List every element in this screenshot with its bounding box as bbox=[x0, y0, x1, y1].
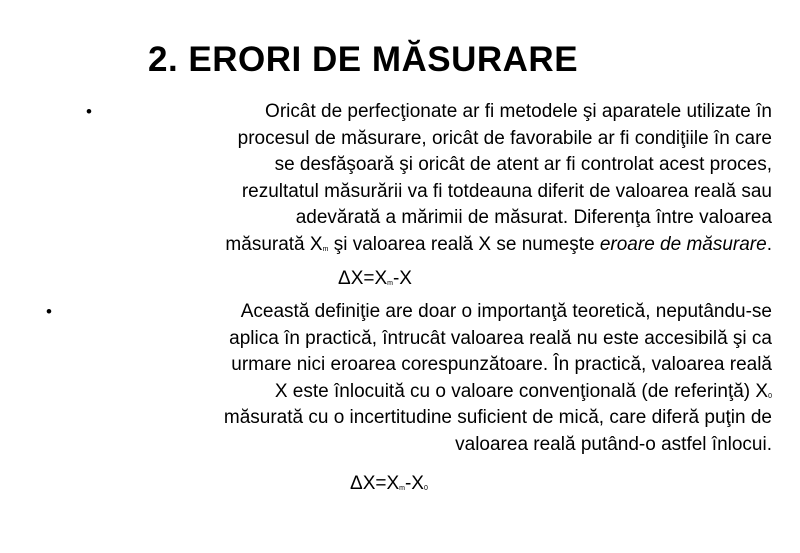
slide-title: 2. ERORI DE MĂSURARE bbox=[148, 40, 579, 79]
paragraph-line bbox=[60, 232, 772, 259]
text-segment: . bbox=[766, 233, 772, 255]
paragraph-line: adevărată a mărimii de măsurat. Diferenţa între valoarea bbox=[295, 207, 772, 228]
formula-measurement-error bbox=[338, 266, 412, 292]
bullet-icon: • bbox=[46, 302, 52, 321]
subscript: m bbox=[322, 245, 329, 253]
paragraph-line: măsurată cu o incertitudine suficient de mică, care diferă puţin de bbox=[223, 407, 772, 428]
paragraph-conventional-value bbox=[40, 299, 772, 458]
paragraph-line: aplica în practică, întrucât valoarea reală nu este accesibilă şi ca bbox=[229, 327, 772, 349]
formula-part: -X bbox=[392, 268, 412, 289]
formula-part: -X bbox=[404, 473, 424, 494]
text-segment: măsurată X bbox=[225, 233, 323, 255]
formula-conventional-error bbox=[350, 471, 428, 497]
subscript: 0 bbox=[768, 392, 772, 400]
paragraph-definition bbox=[60, 99, 772, 258]
bullet-icon: • bbox=[86, 102, 92, 121]
text-segment: şi valoarea reală X se numeşte bbox=[328, 233, 600, 255]
paragraph-line: procesul de măsurare, oricât de favorabile ar fi condiţiile în care bbox=[237, 127, 772, 149]
paragraph-line: Oricât de perfecţionate ar fi metodele şi aparatele utilizate în bbox=[265, 101, 772, 122]
paragraph-line: Această definiţie are doar o importanţă teoretică, neputându-se bbox=[240, 301, 772, 322]
formula-part: ΔX=X bbox=[350, 473, 400, 494]
formula-part: ΔX=X bbox=[338, 268, 388, 289]
text-segment: X este înlocuită cu o valoare convenţională (de referinţă) X bbox=[274, 380, 769, 402]
subscript: m bbox=[399, 485, 405, 492]
paragraph-line bbox=[40, 379, 772, 406]
paragraph-line: urmare nici eroarea corespunzătoare. În practică, valoarea reală bbox=[231, 354, 772, 375]
paragraph-line: rezultatul măsurării va fi totdeauna diferit de valoarea reală sau bbox=[241, 180, 772, 202]
emphasized-term: eroare de măsurare bbox=[599, 233, 767, 255]
subscript: 0 bbox=[423, 485, 428, 492]
paragraph-line: valoarea reală putând-o astfel înlocui. bbox=[455, 433, 772, 455]
subscript: m bbox=[387, 280, 393, 287]
paragraph-line: se desfăşoară şi oricât de atent ar fi controlat acest proces, bbox=[274, 154, 772, 175]
